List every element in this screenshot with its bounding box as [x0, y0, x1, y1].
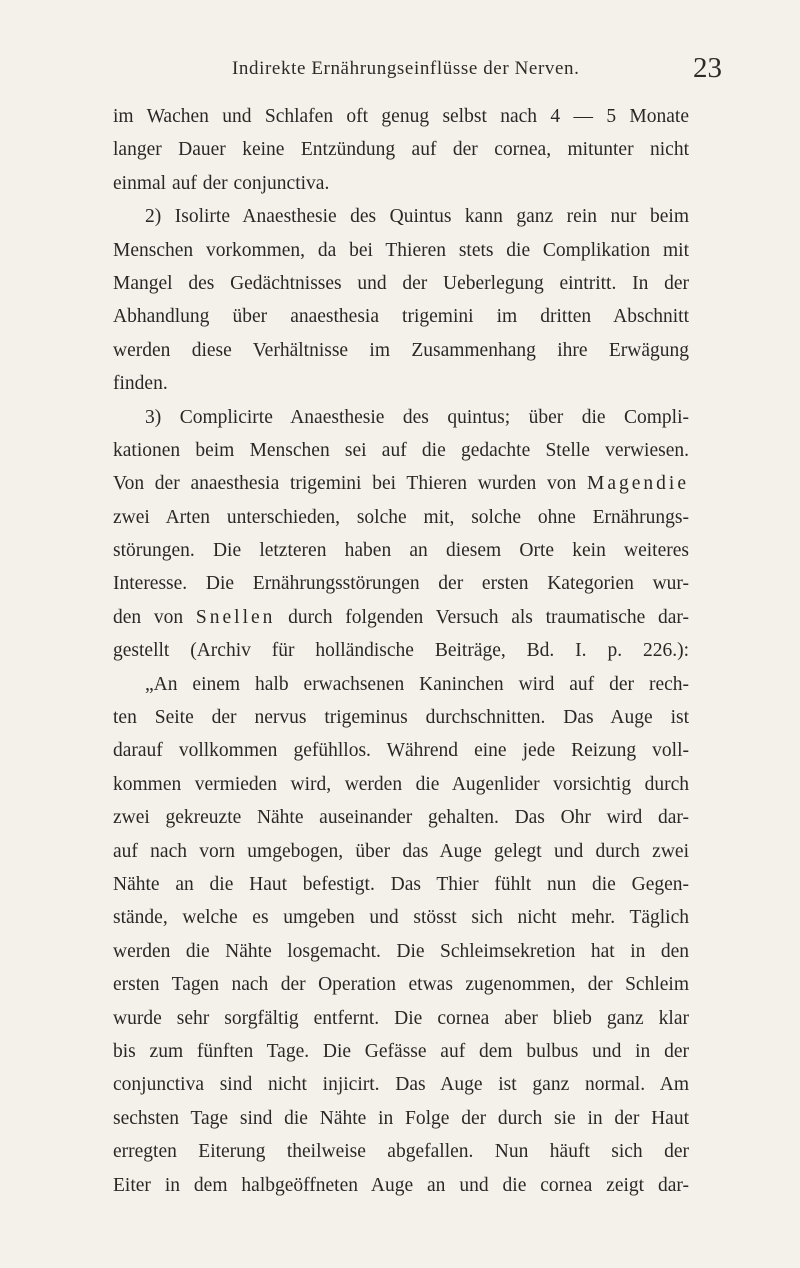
- text-line: Interesse. Die Ernährungsstörungen der ersten Kategorien wur-: [113, 573, 689, 595]
- body-text: [113, 100, 689, 1202]
- running-title: Indirekte Ernährungseinflüsse der Nerven.: [232, 58, 580, 79]
- text-line: zwei gekreuzte Nähte auseinander gehalten. Das Ohr wird dar-: [113, 807, 689, 829]
- text-line: Eiter in dem halbgeöffneten Auge an und die cornea zeigt dar-: [113, 1174, 689, 1196]
- text-line: conjunctiva sind nicht injicirt. Das Auge ist ganz normal. Am: [113, 1074, 689, 1096]
- text-line: Abhandlung über anaesthesia trigemini im dritten Abschnitt: [113, 306, 689, 328]
- text-line: finden.: [113, 373, 168, 395]
- text-line: störungen. Die letzteren haben an diesem Orte kein weiteres: [113, 540, 689, 562]
- text-line: 2) Isolirte Anaesthesie des Quintus kann ganz rein nur beim: [145, 206, 689, 228]
- text-line: erregten Eiterung theilweise abgefallen. Nun häuft sich der: [113, 1141, 689, 1163]
- text-line: langer Dauer keine Entzündung auf der cornea, mitunter nicht: [113, 139, 689, 161]
- text-segment: durch folgenden Versuch als traumatische dar-: [288, 606, 690, 628]
- text-line: ten Seite der nervus trigeminus durchschnitten. Das Auge ist: [113, 707, 689, 729]
- author-name-snellen: Snellen: [195, 606, 276, 628]
- text-line: gestellt (Archiv für holländische Beiträge, Bd. I. p. 226.):: [113, 640, 689, 662]
- text-line: zwei Arten unterschieden, solche mit, solche ohne Ernährungs-: [113, 506, 689, 528]
- text-line: Menschen vorkommen, da bei Thieren stets die Complikation mit: [113, 239, 689, 261]
- text-line: Nähte an die Haut befestigt. Das Thier fühlt nun die Gegen-: [113, 873, 689, 895]
- text-line: 3) Complicirte Anaesthesie des quintus; über die Compli-: [145, 406, 689, 428]
- text-line: werden diese Verhältnisse im Zusammenhang ihre Erwägung: [113, 339, 689, 361]
- text-line: „An einem halb erwachsenen Kaninchen wird auf der rech-: [145, 673, 689, 695]
- text-line: werden die Nähte losgemacht. Die Schleimsekretion hat in den: [113, 940, 689, 962]
- text-segment: den von: [113, 606, 184, 628]
- text-line: einmal auf der conjunctiva.: [113, 172, 330, 194]
- text-line: kationen beim Menschen sei auf die gedachte Stelle verwiesen.: [113, 439, 689, 461]
- text-line: ersten Tagen nach der Operation etwas zugenommen, der Schleim: [113, 974, 689, 996]
- text-line: im Wachen und Schlafen oft genug selbst nach 4 — 5 Monate: [113, 106, 689, 127]
- page-header: [0, 52, 800, 88]
- text-line: darauf vollkommen gefühllos. Während eine jede Reizung voll-: [113, 740, 689, 762]
- author-name-magendie: Magendie: [587, 473, 690, 495]
- text-segment: Von der anaesthesia trigemini bei Thieren wurden von: [113, 473, 577, 495]
- text-line: auf nach vorn umgebogen, über das Auge gelegt und durch zwei: [113, 840, 689, 862]
- text-line: wurde sehr sorgfältig entfernt. Die cornea aber blieb ganz klar: [113, 1007, 689, 1029]
- text-line: kommen vermieden wird, werden die Augenlider vorsichtig durch: [113, 773, 689, 795]
- text-line: Mangel des Gedächtnisses und der Ueberlegung eintritt. In der: [113, 272, 689, 294]
- page-number: 23: [693, 52, 722, 84]
- text-line: sechsten Tage sind die Nähte in Folge der durch sie in der Haut: [113, 1107, 689, 1129]
- text-line: bis zum fünften Tage. Die Gefässe auf dem bulbus und in der: [113, 1040, 689, 1062]
- text-line: stände, welche es umgeben und stösst sich nicht mehr. Täglich: [113, 907, 689, 929]
- text-line: [113, 601, 689, 634]
- text-line: [113, 467, 689, 500]
